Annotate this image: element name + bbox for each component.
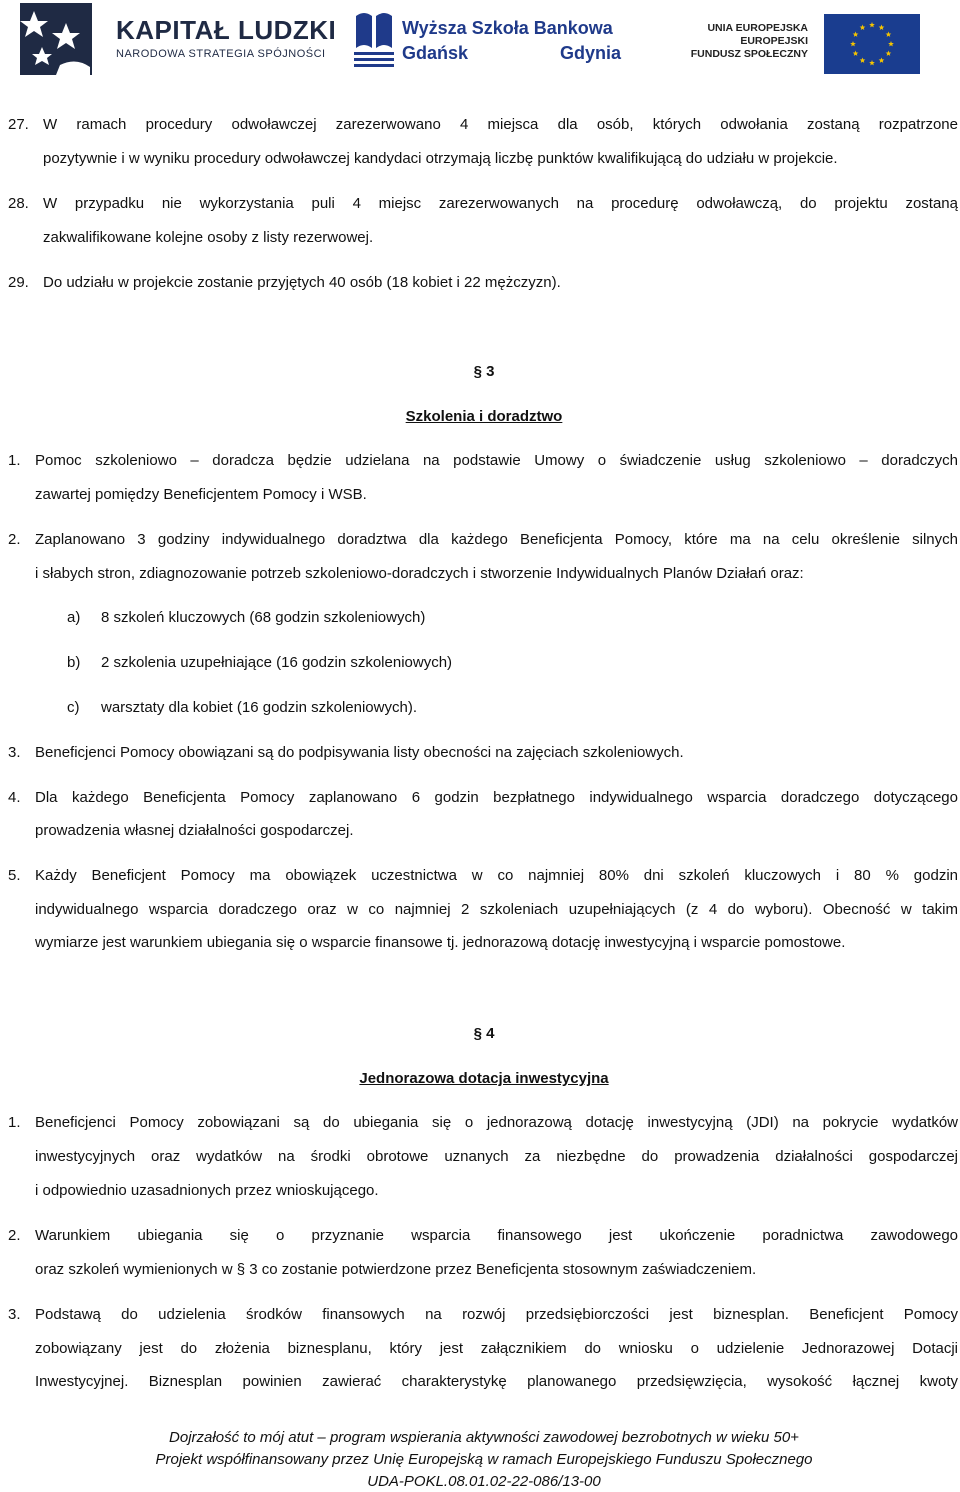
p29-number: 29. [8, 274, 29, 291]
footer-line-2: Projekt współfinansowany przez Unię Europejską w ramach Europejskiego Funduszu Społecznego [155, 1451, 813, 1468]
s4-p3-line-3: Inwestycyjnej. Biznesplan powinien zawierać charakterystykę planowanego przedsięwzięcia, wysokość łącznej kwoty [35, 1373, 958, 1390]
s3-p5-line-1: Każdy Beneficjent Pomocy ma obowiązek uczestnictwa w co najmniej 80% dni szkoleń kluczowych i 80 % godzin [35, 867, 958, 884]
s3-p3-line-1: Beneficjenci Pomocy obowiązani są do podpisywania listy obecności na zajęciach szkoleniowych. [35, 744, 684, 761]
s3-p5-number: 5. [8, 867, 21, 884]
header-logos [0, 0, 960, 80]
s3-p4-number: 4. [8, 789, 21, 806]
list-item-c-text: warsztaty dla kobiet (16 godzin szkoleniowych). [101, 699, 417, 716]
s4-p2-line-1: Warunkiem ubiegania się o przyznanie wsparcia finansowego jest ukończenie poradnictwa zawodowego [35, 1227, 958, 1244]
s3-p2-line-1: Zaplanowano 3 godziny indywidualnego doradztwa dla każdego Beneficjenta Pomocy, które ma na celu określenie silnych [35, 531, 958, 548]
s3-p4-line-1: Dla każdego Beneficjenta Pomocy zaplanowano 6 godzin bezpłatnego indywidualnego wsparcia doradczego dotyczącego [35, 789, 958, 806]
kapital-ludzki-title: KAPITAŁ LUDZKI [116, 15, 337, 45]
s3-p4-line-2: prowadzenia własnej działalności gospodarczej. [35, 822, 354, 839]
p27-line-2: pozytywnie i w wyniku procedury odwoławczej kandydaci otrzymają liczbę punktów kwalifikującą do udziału w projekcie. [43, 150, 838, 167]
s4-p2-line-2: oraz szkoleń wymienionych w § 3 co zostanie potwierdzone przez Beneficjenta stosownym zaświadczeniem. [35, 1261, 757, 1278]
s4-p3-line-2: zobowiązany jest do złożenia biznesplanu, który jest załącznikiem do wniosku o udzielenie Jednorazowej Dotacji [35, 1340, 958, 1357]
s3-p2-number: 2. [8, 531, 21, 548]
wsb-logo [350, 12, 640, 76]
wsb-city-gdynia: Gdynia [560, 43, 622, 63]
s4-p1-line-3: i odpowiednio uzasadnionych przez wnioskującego. [35, 1182, 379, 1199]
list-item-b-text: 2 szkolenia uzupełniające (16 godzin szkoleniowych) [101, 654, 453, 671]
s4-p3-line-1: Podstawą do udzielenia środków finansowych na rozwój przedsiębiorczości jest biznesplan. Beneficjent Pomocy [35, 1306, 958, 1323]
s3-p5-line-2: indywidualnego wsparcia doradczego oraz w co najmniej 2 szkoleniach uzupełniających (z 4 do wyboru). Obecność w takim [35, 901, 958, 918]
footer-line-1: Dojrzałość to mój atut – program wspierania aktywności zawodowej bezrobotnych w wieku 50+ [169, 1429, 799, 1446]
list-item-a-text: 8 szkoleń kluczowych (68 godzin szkoleniowych) [101, 609, 426, 626]
p27-number: 27. [8, 116, 29, 133]
footer-line-3: UDA-POKL.08.01.02-22-086/13-00 [367, 1473, 601, 1490]
kapital-ludzki-subtitle: NARODOWA STRATEGIA SPÓJNOŚCI [116, 48, 326, 60]
wsb-emblem-icon [350, 12, 398, 70]
eu-logo-text [691, 22, 808, 61]
s4-p2-number: 2. [8, 1227, 21, 1244]
p28-line-2: zakwalifikowane kolejne osoby z listy rezerwowej. [43, 229, 374, 246]
p28-number: 28. [8, 195, 29, 212]
s4-p3-number: 3. [8, 1306, 21, 1323]
section-4-title: Jednorazowa dotacja inwestycyjna [359, 1070, 609, 1087]
s3-p1-number: 1. [8, 452, 21, 469]
p28-line-1: W przypadku nie wykorzystania puli 4 miejsc zarezerwowanych na procedurę odwoławczą, do projektu zostaną [43, 195, 958, 212]
list-item-a-label: a) [67, 609, 81, 626]
kapital-ludzki-logo [20, 3, 337, 75]
s3-p1-line-1: Pomoc szkoleniowo – doradcza będzie udzielana na podstawie Umowy o świadczenie usług szkoleniowo – doradczych [35, 452, 958, 469]
kapital-ludzki-emblem-icon [20, 3, 92, 75]
p29-line-1: Do udziału w projekcie zostanie przyjętych 40 osób (18 kobiet i 22 mężczyzn). [43, 274, 561, 291]
section-3-symbol: § 3 [473, 363, 495, 380]
eu-flag-icon [824, 14, 920, 74]
s4-p1-number: 1. [8, 1114, 21, 1131]
p27-line-1: W ramach procedury odwoławczej zarezerwowano 4 miejsca dla osób, których odwołania zostaną rozpatrzone [43, 116, 958, 133]
eu-line-3: FUNDUSZ SPOŁECZNY [690, 48, 808, 60]
s3-p5-line-3: wymiarze jest warunkiem ubiegania się o wsparcie finansowe tj. jednorazową dotację inwestycyjną i wsparcie pomostowe. [35, 934, 846, 951]
eu-line-2: EUROPEJSKI [740, 35, 808, 47]
s4-p1-line-2: inwestycyjnych oraz wydatków na środki obrotowe uznanych za niezbędne do prowadzenia działalności gospodarczej [35, 1148, 958, 1165]
section-3-title: Szkolenia i doradztwo [405, 408, 563, 425]
s3-p3-number: 3. [8, 744, 21, 761]
list-item-b-label: b) [67, 654, 81, 671]
eu-logo [690, 8, 920, 74]
list-item-c-label: c) [67, 699, 80, 716]
wsb-name: Wyższa Szkoła Bankowa [402, 18, 613, 38]
wsb-city-gdansk: Gdańsk [402, 43, 469, 63]
s4-p1-line-1: Beneficjenci Pomocy zobowiązani są do ubiegania się o jednorazową dotację inwestycyjną (JDI) na pokrycie wydatków [35, 1114, 958, 1131]
s3-p1-line-2: zawartej pomiędzy Beneficjentem Pomocy i WSB. [35, 486, 367, 503]
s3-p2-line-2: i słabych stron, zdiagnozowanie potrzeb szkoleniowo-doradczych i stworzenie Indywidualnych Planów Działań oraz: [35, 565, 804, 582]
eu-line-1: UNIA EUROPEJSKA [707, 22, 808, 34]
section-4-symbol: § 4 [473, 1025, 495, 1042]
